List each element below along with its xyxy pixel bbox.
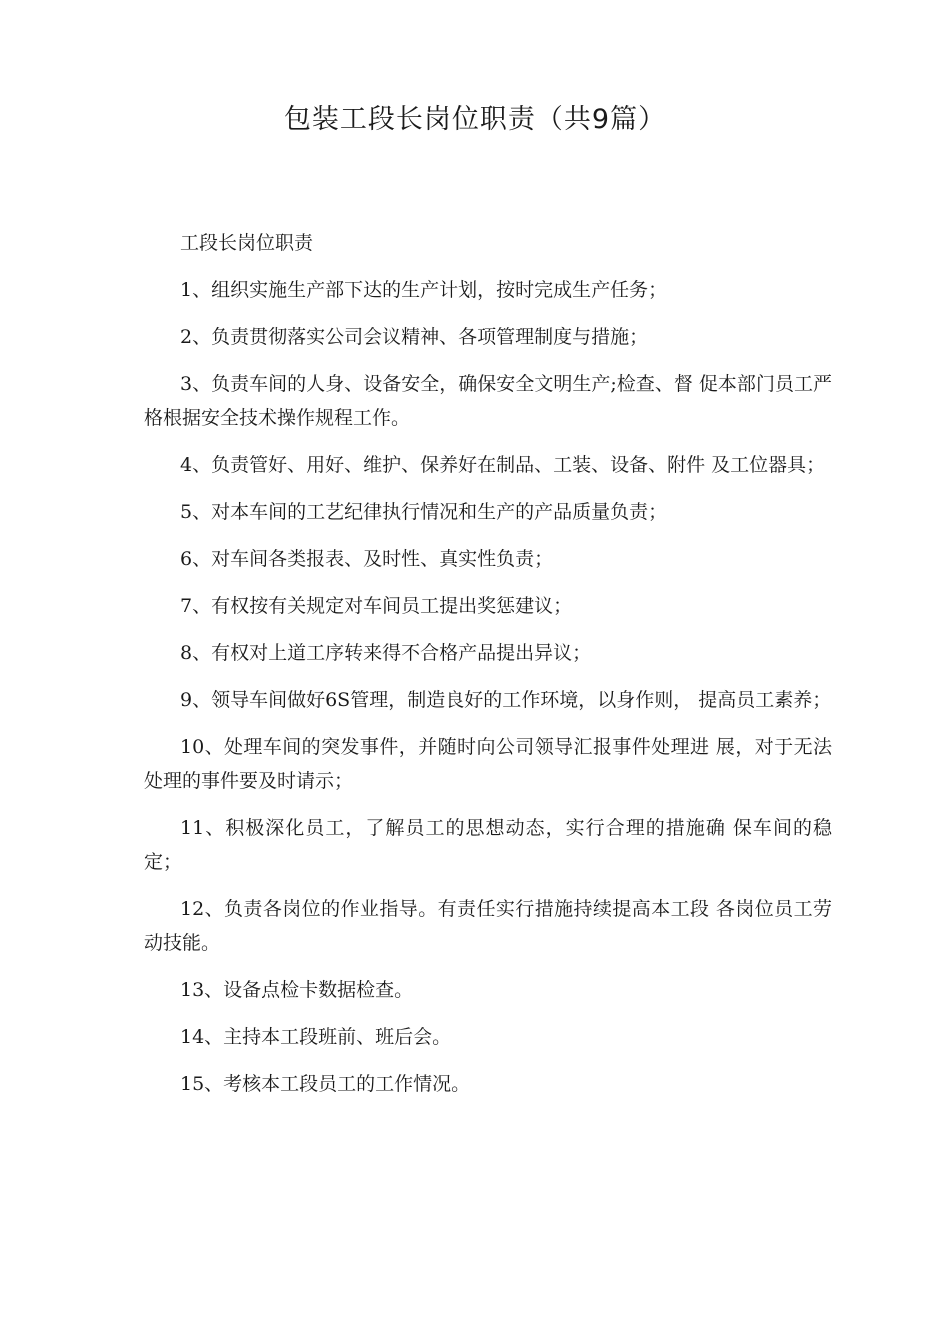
list-item: 13、设备点检卡数据检查。 — [180, 979, 414, 1001]
list-item: 7、有权按有关规定对车间员工提出奖惩建议； — [180, 595, 573, 617]
page-title: 包装工段长岗位职责（共9篇） — [283, 104, 667, 135]
list-item: 6、对车间各类报表、及时性、真实性负责； — [180, 548, 554, 570]
list-item: 3、负责车间的人身、设备安全，确保安全文明生产;检查、督 促本部门员工严格根据安全技术操作规程工作。 — [144, 373, 832, 429]
list-item: 8、有权对上道工序转来得不合格产品提出异议； — [180, 642, 592, 664]
list-item: 10、处理车间的突发事件，并随时向公司领导汇报事件处理进 展，对于无法处理的事件要及时请示； — [144, 736, 832, 792]
list-item: 12、负责各岗位的作业指导。有责任实行措施持续提高本工段 各岗位员工劳动技能。 — [144, 898, 832, 954]
document-body — [144, 226, 832, 1101]
list-item: 2、负责贯彻落实公司会议精神、各项管理制度与措施； — [180, 326, 649, 348]
list-item: 1、组织实施生产部下达的生产计划，按时完成生产任务； — [180, 279, 668, 301]
list-item: 11、积极深化员工，了解员工的思想动态，实行合理的措施确 保车间的稳定； — [144, 817, 832, 873]
list-item: 9、领导车间做好6S管理，制造良好的工作环境，以身作则， 提高员工素养； — [180, 689, 832, 711]
section-heading: 工段长岗位职责 — [180, 232, 314, 254]
list-item: 15、考核本工段员工的工作情况。 — [180, 1073, 471, 1095]
list-item: 14、主持本工段班前、班后会。 — [180, 1026, 452, 1048]
list-item: 4、负责管好、用好、维护、保养好在制品、工装、设备、附件 及工位器具； — [180, 454, 826, 476]
list-item: 5、对本车间的工艺纪律执行情况和生产的产品质量负责； — [180, 501, 668, 523]
